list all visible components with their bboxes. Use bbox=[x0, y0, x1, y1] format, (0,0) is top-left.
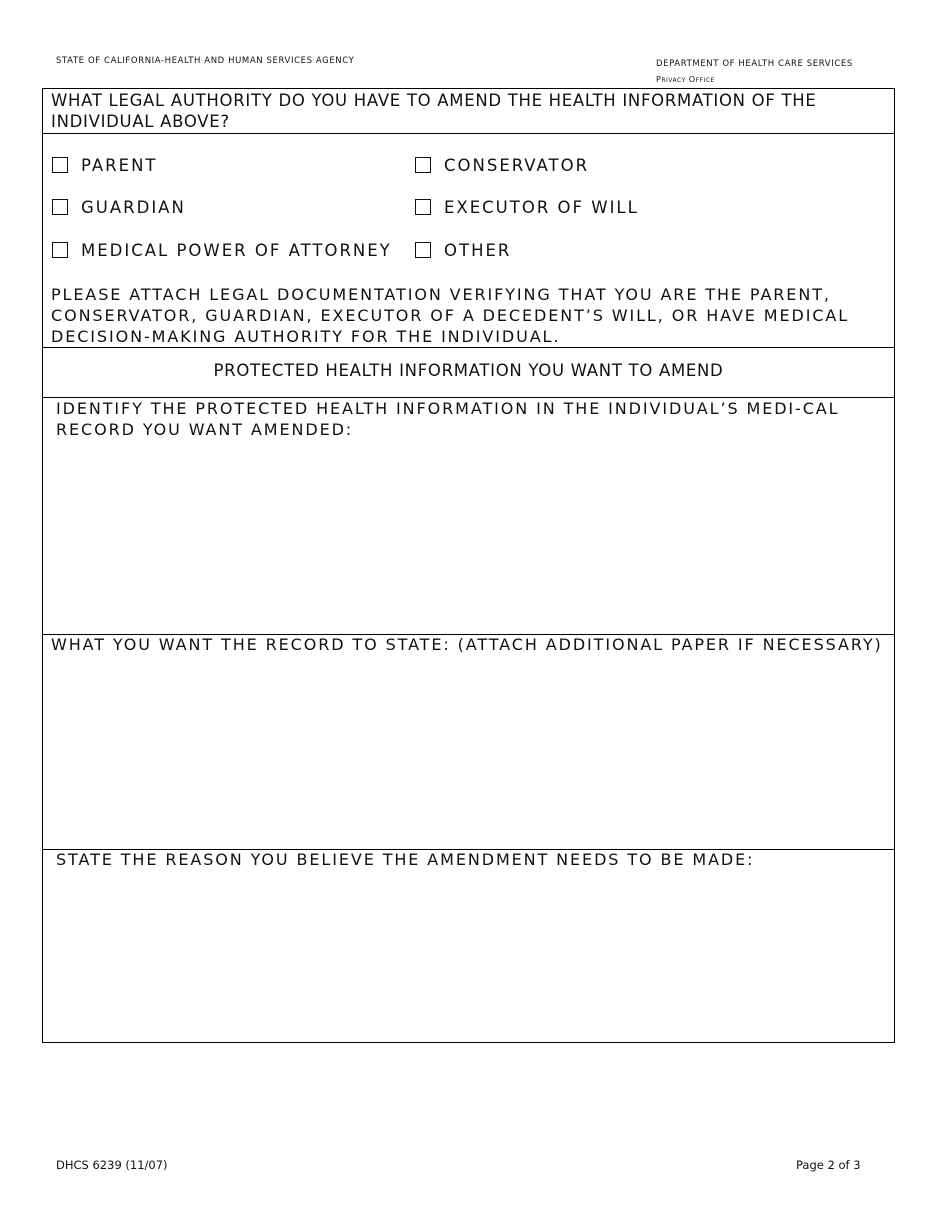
reason-field[interactable] bbox=[43, 873, 894, 1041]
checkbox-parent[interactable] bbox=[52, 157, 68, 173]
checkbox-guardian[interactable] bbox=[52, 199, 68, 215]
option-parent[interactable] bbox=[52, 154, 158, 176]
department-header bbox=[656, 56, 853, 88]
option-label-medical-poa: MEDICAL POWER OF ATTORNEY bbox=[81, 240, 392, 260]
page-number: Page 2 of 3 bbox=[796, 1158, 861, 1172]
divider bbox=[43, 133, 894, 134]
option-guardian[interactable] bbox=[52, 196, 186, 218]
documentation-note: PLEASE ATTACH LEGAL DOCUMENTATION VERIFYING THAT YOU ARE THE PARENT, CONSERVATOR, GUARDIAN, EXECUTOR OF A DECEDENT’S WILL, OR HAVE MEDICAL DECISION-MAKING AUTHORITY FOR THE INDIVIDUAL. bbox=[51, 285, 850, 346]
option-label-other: OTHER bbox=[444, 240, 512, 260]
checkbox-other[interactable] bbox=[415, 242, 431, 258]
option-label-parent: PARENT bbox=[81, 155, 158, 175]
reason-label: STATE THE REASON YOU BELIEVE THE AMENDMENT NEEDS TO BE MADE: bbox=[56, 850, 755, 869]
record-state-label: WHAT YOU WANT THE RECORD TO STATE: (ATTACH ADDITIONAL PAPER IF NECESSARY) bbox=[51, 635, 883, 654]
checkbox-medical-poa[interactable] bbox=[52, 242, 68, 258]
department-name: DEPARTMENT OF HEALTH CARE SERVICES bbox=[656, 59, 853, 69]
option-other[interactable] bbox=[415, 239, 511, 261]
agency-header: STATE OF CALIFORNIA-HEALTH AND HUMAN SERVICES AGENCY bbox=[56, 56, 355, 66]
option-label-conservator: CONSERVATOR bbox=[444, 155, 590, 175]
option-label-executor: EXECUTOR OF WILL bbox=[444, 197, 639, 217]
option-conservator[interactable] bbox=[415, 154, 589, 176]
checkbox-executor[interactable] bbox=[415, 199, 431, 215]
option-medical-poa[interactable] bbox=[52, 239, 392, 261]
checkbox-conservator[interactable] bbox=[415, 157, 431, 173]
privacy-office: Privacy Office bbox=[656, 75, 715, 84]
amendment-form bbox=[42, 88, 895, 1043]
divider bbox=[43, 347, 894, 348]
identify-phi-label: IDENTIFY THE PROTECTED HEALTH INFORMATION IN THE INDIVIDUAL’S MEDI-CAL RECORD YOU WANT AMENDED: bbox=[56, 399, 840, 439]
option-label-guardian: GUARDIAN bbox=[81, 197, 186, 217]
identify-phi-field[interactable] bbox=[43, 441, 894, 633]
phi-section-heading: PROTECTED HEALTH INFORMATION YOU WANT TO AMEND bbox=[213, 361, 724, 380]
form-id: DHCS 6239 (11/07) bbox=[56, 1158, 168, 1172]
option-executor[interactable] bbox=[415, 196, 639, 218]
record-state-field[interactable] bbox=[43, 657, 894, 848]
legal-authority-question: WHAT LEGAL AUTHORITY DO YOU HAVE TO AMEND THE HEALTH INFORMATION OF THE INDIVIDUAL ABOVE? bbox=[51, 91, 817, 131]
